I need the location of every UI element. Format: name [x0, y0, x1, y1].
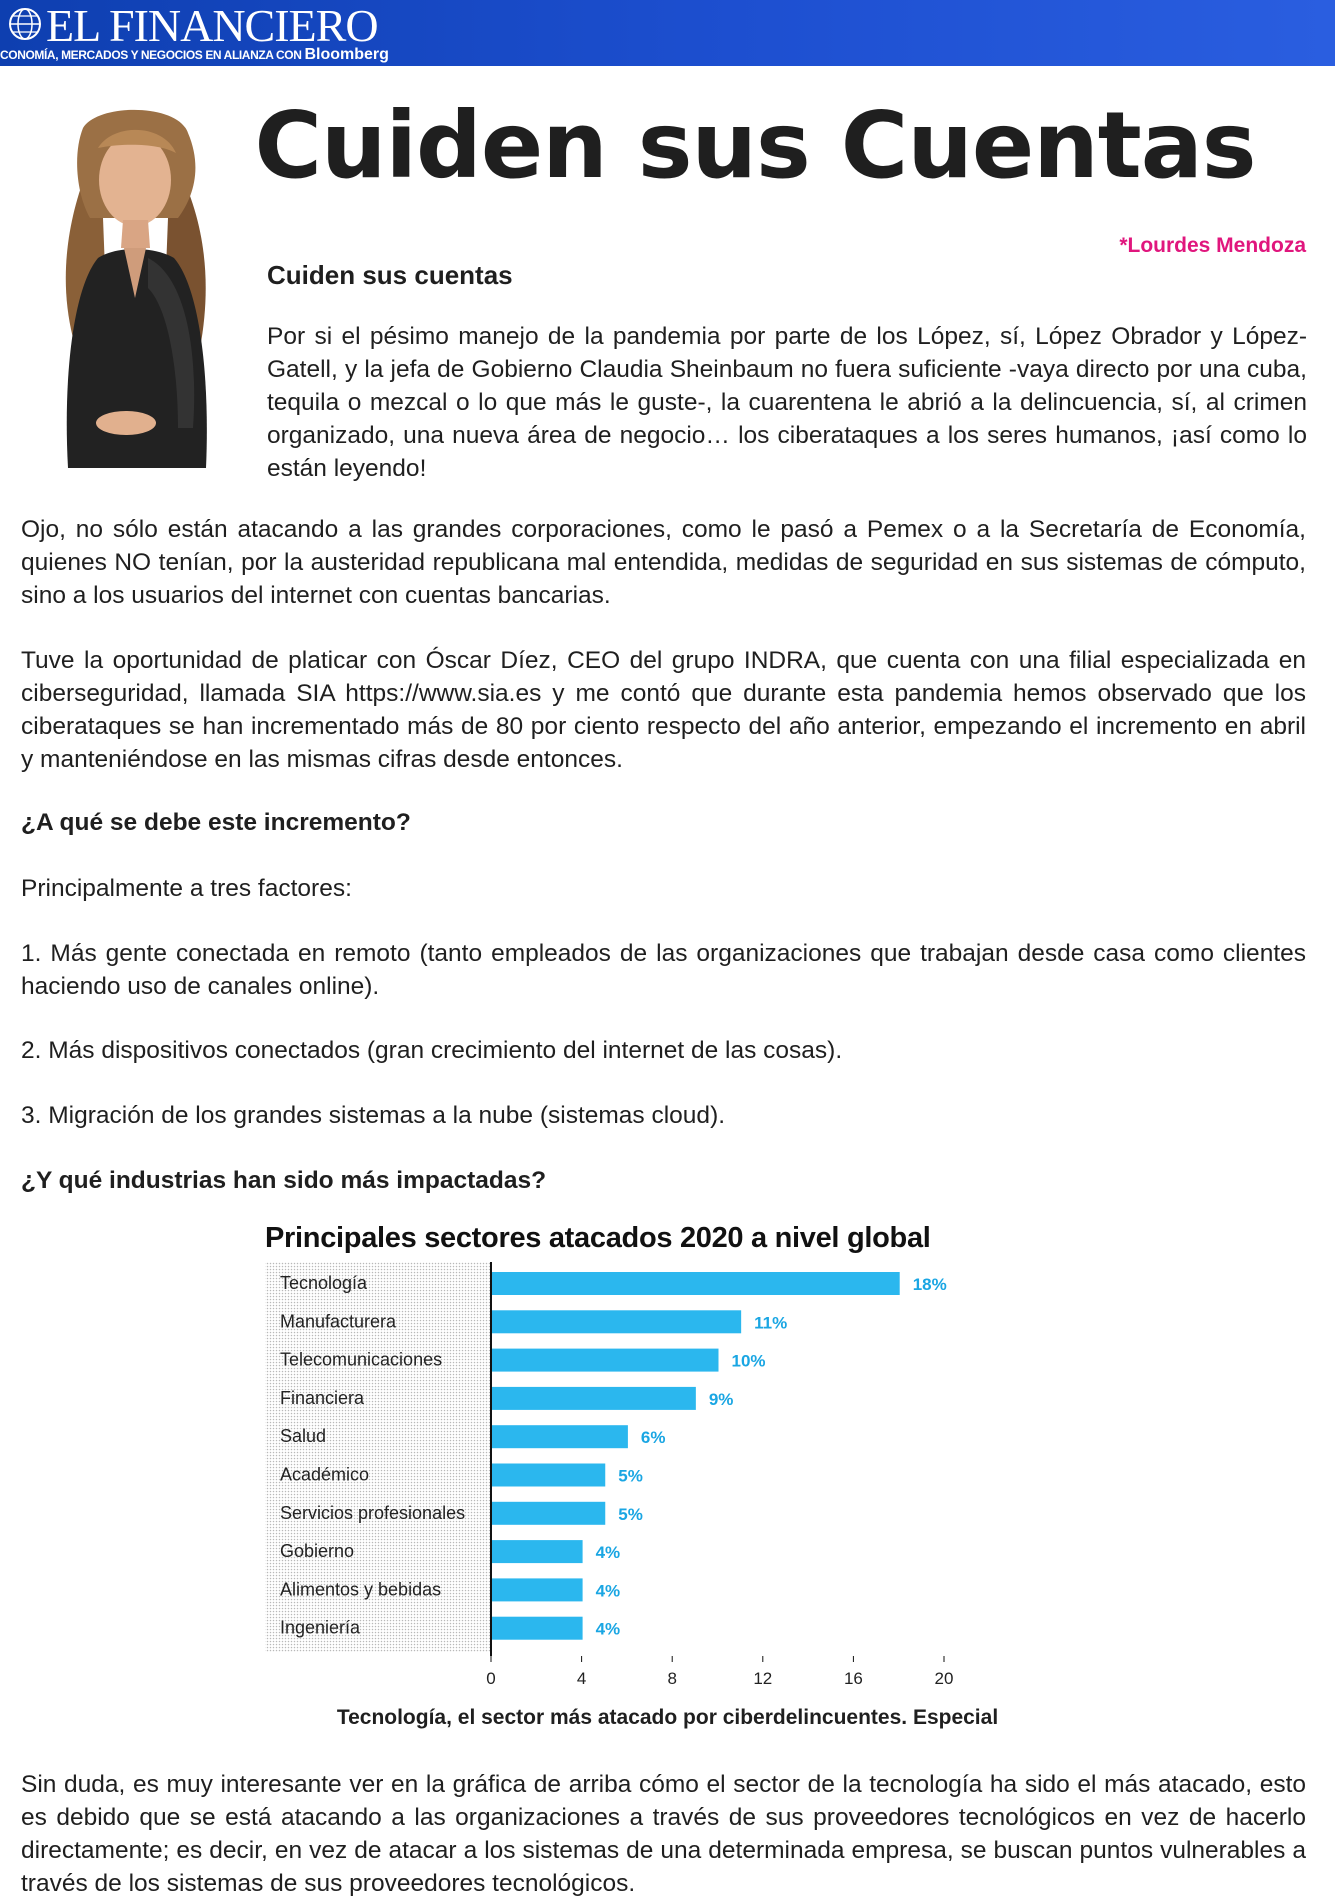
bar	[492, 1349, 719, 1372]
paragraph-3: Principalmente a tres factores:	[21, 875, 352, 902]
category-label: Manufacturera	[280, 1311, 397, 1332]
category-label: Salud	[280, 1426, 327, 1447]
x-tick-label: 20	[934, 1669, 954, 1688]
data-label: 5%	[618, 1466, 643, 1486]
list-item-3: 3. Migración de los grandes sistemas a la nube (sistemas cloud).	[21, 1102, 726, 1129]
data-label: 4%	[595, 1619, 621, 1639]
data-label: 9%	[708, 1389, 734, 1409]
bar	[492, 1310, 741, 1333]
category-label: Ingeniería	[280, 1617, 361, 1638]
category-label: Alimentos y bebidas	[280, 1579, 442, 1600]
x-tick-label: 12	[753, 1669, 773, 1688]
category-label: Servicios profesionales	[280, 1502, 466, 1523]
tagline-text: CONOMÍA, MERCADOS Y NEGOCIOS EN ALIANZA CON	[0, 48, 302, 62]
category-label: Académico	[280, 1464, 370, 1485]
paragraph-2: Tuve la oportunidad de platicar con Óscar Díez, CEO del grupo INDRA, que cuenta con una filial especializada en ciberseguridad, llamada SIA https://www.sia.es y me contó que durante esta pandemia hemos observado que los ciberataques se han incrementado más de 80 por ciento respecto del año anterior, empezando el incremento en abril y manteniéndose en las mismas cifras desde entonces.	[21, 647, 1306, 773]
masthead	[0, 0, 1335, 66]
bar	[492, 1578, 583, 1601]
x-tick-label: 4	[576, 1669, 587, 1688]
paragraph-1: Ojo, no sólo están atacando a las grandes corporaciones, como le pasó a Pemex o a la Secretaría de Economía, quienes NO tenían, por la austeridad republicana mal entendida, medidas de seguridad en sus sistemas de cómputo, sino a los usuarios del internet con cuentas bancarias.	[21, 516, 1306, 609]
x-tick-label: 16	[843, 1669, 863, 1688]
data-label: 6%	[640, 1428, 666, 1448]
question-1: ¿A qué se debe este incremento?	[21, 809, 411, 836]
data-label: 4%	[595, 1581, 621, 1601]
article-headline: Cuiden sus Cuentas	[254, 92, 1256, 199]
paragraph-4: Sin duda, es muy interesante ver en la gráfica de arriba cómo el sector de la tecnología ha sido el más atacado, esto es debido que se está atacando a las organizaciones a través de sus proveedores tecnológicos en vez de hacerlo directamente; es decir, en vez de atacar a los sistemas de una determinada empresa, se buscan puntos vulnerables a través de los sistemas de sus proveedores tecnológicos.	[21, 1771, 1306, 1897]
bar	[492, 1617, 583, 1640]
x-tick-label: 0	[486, 1669, 496, 1688]
list-item-2: 2. Más dispositivos conectados (gran crecimiento del internet de las cosas).	[21, 1037, 843, 1064]
bar	[492, 1502, 605, 1525]
site-tagline	[0, 46, 389, 64]
bar	[492, 1425, 628, 1448]
data-label: 10%	[731, 1351, 766, 1371]
list-item-1: 1. Más gente conectada en remoto (tanto empleados de las organizaciones que trabajan desde casa como clientes haciendo uso de canales online).	[21, 940, 1306, 1000]
x-tick-label: 8	[667, 1669, 677, 1688]
intro-paragraph: Por si el pésimo manejo de la pandemia por parte de los López, sí, López Obrador y López-Gatell, y la jefa de Gobierno Claudia Sheinbaum no fuera suficiente -vaya directo por una cuba, tequila o mezcal o lo que más le guste-, la cuarentena le abrió a la delincuencia, sí, al crimen organizado, una nueva área de negocio… los ciberataques a los seres humanos, ¡así como lo están leyendo!	[267, 323, 1307, 482]
author-name[interactable]: *Lourdes Mendoza	[1119, 234, 1306, 257]
partner-name: Bloomberg	[304, 46, 389, 63]
data-label: 5%	[618, 1504, 643, 1524]
article-subtitle: Cuiden sus cuentas	[267, 260, 513, 290]
category-label: Telecomunicaciones	[280, 1349, 443, 1370]
question-2: ¿Y qué industrias han sido más impactadas?	[21, 1167, 547, 1194]
sectors-bar-chart	[260, 1262, 980, 1694]
globe-icon	[8, 7, 42, 41]
chart-title: Principales sectores atacados 2020 a nivel global	[265, 1222, 931, 1254]
data-label: 11%	[754, 1313, 788, 1333]
category-label: Financiera	[280, 1387, 365, 1408]
site-logo[interactable]: EL FINANCIERO	[46, 0, 378, 51]
bar	[492, 1464, 605, 1487]
author-photo	[28, 108, 238, 470]
category-label: Tecnología	[280, 1273, 368, 1293]
data-label: 18%	[912, 1275, 947, 1294]
category-label: Gobierno	[280, 1541, 355, 1562]
bar	[492, 1540, 583, 1563]
data-label: 4%	[595, 1543, 621, 1563]
bar	[492, 1272, 900, 1295]
chart-caption: Tecnología, el sector más atacado por ciberdelincuentes. Especial	[336, 1706, 999, 1729]
bar	[492, 1387, 696, 1410]
